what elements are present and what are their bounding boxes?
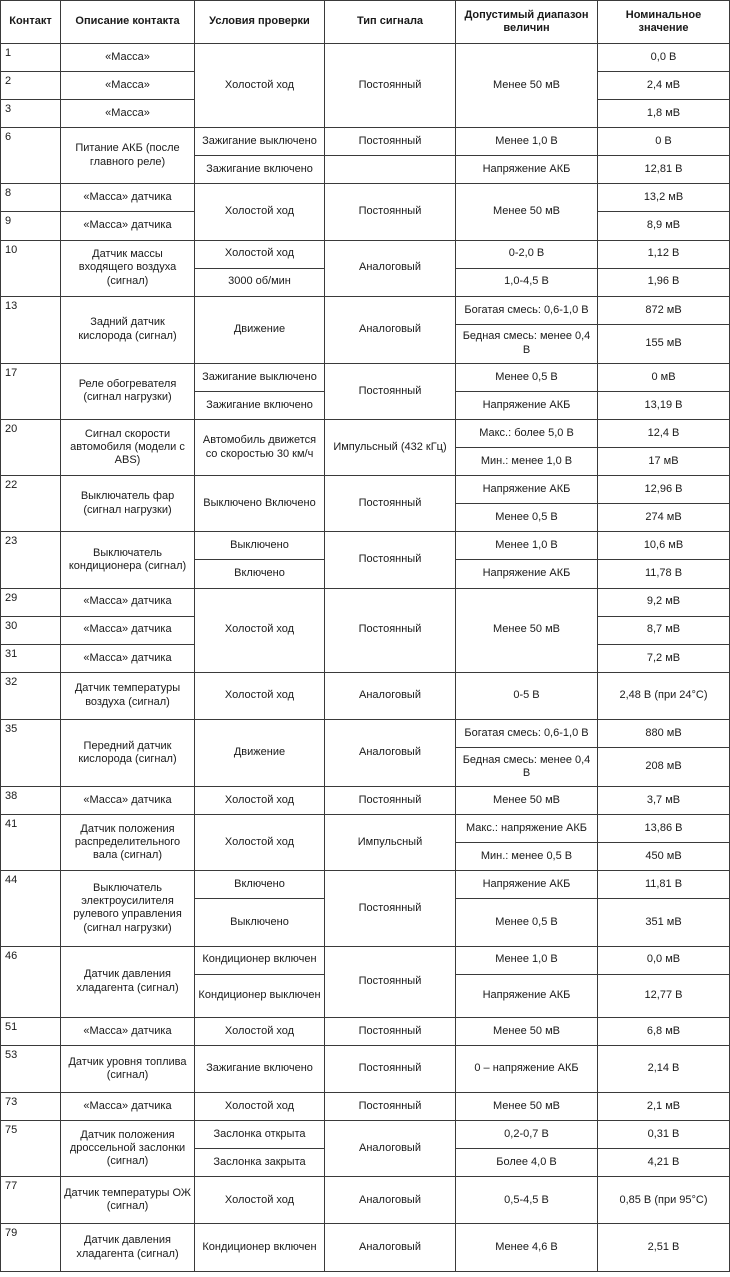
table-cell: Менее 0,5 В	[456, 363, 598, 391]
table-cell: Аналоговый	[325, 1224, 456, 1272]
table-cell: Холостой ход	[195, 184, 325, 240]
pin-description-cell: Датчик положения дроссельной заслонки (сигнал)	[61, 1121, 195, 1177]
table-cell: 12,96 В	[598, 476, 730, 504]
table-cell: Более 4,0 В	[456, 1149, 598, 1177]
table-cell: Аналоговый	[325, 1121, 456, 1177]
table-cell: Постоянный	[325, 946, 456, 1017]
table-cell: Движение	[195, 719, 325, 786]
table-cell: 13,86 В	[598, 815, 730, 843]
table-row	[1, 296, 730, 324]
table-cell: Постоянный	[325, 871, 456, 946]
table-cell: 274 мВ	[598, 504, 730, 532]
table-cell: Постоянный	[325, 787, 456, 815]
pin-number-cell: 2	[1, 72, 61, 100]
table-cell: Зажигание включено	[195, 156, 325, 184]
table-cell: 2,48 В (при 24°С)	[598, 672, 730, 719]
table-cell: Макс.: напряжение АКБ	[456, 815, 598, 843]
table-cell: 11,78 В	[598, 560, 730, 588]
table-row	[1, 44, 730, 72]
pin-description-cell: «Масса» датчика	[61, 212, 195, 240]
table-cell: 8,7 мВ	[598, 616, 730, 644]
table-cell: Движение	[195, 296, 325, 363]
table-cell: Холостой ход	[195, 1177, 325, 1224]
pin-description-cell: «Масса»	[61, 44, 195, 72]
table-cell: Напряжение АКБ	[456, 560, 598, 588]
pin-description-cell: «Масса» датчика	[61, 1017, 195, 1045]
table-row	[1, 871, 730, 899]
table-row	[1, 787, 730, 815]
table-cell: Менее 1,0 В	[456, 946, 598, 974]
table-cell: 2,51 В	[598, 1224, 730, 1272]
table-cell: Мин.: менее 0,5 В	[456, 843, 598, 871]
table-cell: Включено	[195, 871, 325, 899]
table-cell: 3,7 мВ	[598, 787, 730, 815]
pin-number-cell: 3	[1, 100, 61, 128]
table-row	[1, 420, 730, 448]
pin-number-cell: 29	[1, 588, 61, 616]
table-cell: 13,2 мВ	[598, 184, 730, 212]
pin-description-cell: «Масса» датчика	[61, 644, 195, 672]
table-row	[1, 1177, 730, 1224]
table-cell: Постоянный	[325, 532, 456, 588]
table-cell: Холостой ход	[195, 44, 325, 128]
table-cell: Холостой ход	[195, 240, 325, 268]
table-cell: Постоянный	[325, 363, 456, 419]
table-cell: Аналоговый	[325, 1177, 456, 1224]
column-header: Тип сигнала	[325, 1, 456, 44]
pin-number-cell: 38	[1, 787, 61, 815]
pin-number-cell: 9	[1, 212, 61, 240]
table-cell: Включено	[195, 560, 325, 588]
table-cell: 13,19 В	[598, 391, 730, 419]
table-cell: Аналоговый	[325, 240, 456, 296]
table-row	[1, 1121, 730, 1149]
pin-description-cell: Датчик положения распределительного вала (сигнал)	[61, 815, 195, 871]
table-cell: Бедная смесь: менее 0,4 В	[456, 747, 598, 786]
pin-description-cell: «Масса»	[61, 72, 195, 100]
pin-description-cell: «Масса» датчика	[61, 184, 195, 212]
table-row	[1, 476, 730, 504]
table-row	[1, 815, 730, 843]
pin-number-cell: 35	[1, 719, 61, 786]
table-cell: Холостой ход	[195, 815, 325, 871]
table-cell: 0 мВ	[598, 363, 730, 391]
table-row	[1, 240, 730, 268]
table-cell: 11,81 В	[598, 871, 730, 899]
table-header	[1, 1, 730, 44]
table-cell: Аналоговый	[325, 296, 456, 363]
table-cell: Постоянный	[325, 128, 456, 156]
table-cell: 1,8 мВ	[598, 100, 730, 128]
pin-description-cell: Датчик уровня топлива (сигнал)	[61, 1045, 195, 1092]
table-cell: 0-2,0 В	[456, 240, 598, 268]
table-cell: Выключено	[195, 899, 325, 946]
table-cell: 1,12 В	[598, 240, 730, 268]
table-cell: Макс.: более 5,0 В	[456, 420, 598, 448]
pin-description-cell: Датчик давления хладагента (сигнал)	[61, 946, 195, 1017]
pin-description-cell: Датчик температуры ОЖ (сигнал)	[61, 1177, 195, 1224]
pin-description-cell: Выключатель кондиционера (сигнал)	[61, 532, 195, 588]
pin-description-cell: Сигнал скорости автомобиля (модели с ABS)	[61, 420, 195, 476]
table-cell: Заслонка открыта	[195, 1121, 325, 1149]
pin-description-cell: Реле обогревателя (сигнал нагрузки)	[61, 363, 195, 419]
table-cell: Богатая смесь: 0,6-1,0 В	[456, 296, 598, 324]
table-cell: Холостой ход	[195, 1092, 325, 1120]
table-cell: Аналоговый	[325, 719, 456, 786]
pin-number-cell: 6	[1, 128, 61, 184]
table-cell: Менее 50 мВ	[456, 1017, 598, 1045]
pin-number-cell: 13	[1, 296, 61, 363]
table-row	[1, 719, 730, 747]
column-header: Номинальное значение	[598, 1, 730, 44]
table-cell: Постоянный	[325, 184, 456, 240]
pin-number-cell: 79	[1, 1224, 61, 1272]
pin-description-cell: Датчик массы входящего воздуха (сигнал)	[61, 240, 195, 296]
pin-description-cell: Датчик давления хладагента (сигнал)	[61, 1224, 195, 1272]
table-row	[1, 588, 730, 616]
column-header: Условия проверки	[195, 1, 325, 44]
pin-number-cell: 31	[1, 644, 61, 672]
table-cell: Напряжение АКБ	[456, 974, 598, 1017]
table-cell: Менее 50 мВ	[456, 1092, 598, 1120]
table-cell: 6,8 мВ	[598, 1017, 730, 1045]
pin-number-cell: 44	[1, 871, 61, 946]
table-cell: 0,0 мВ	[598, 946, 730, 974]
table-cell: 1,96 В	[598, 268, 730, 296]
table-cell: Богатая смесь: 0,6-1,0 В	[456, 719, 598, 747]
table-cell: Менее 1,0 В	[456, 532, 598, 560]
table-cell: Автомобиль движется со скоростью 30 км/ч	[195, 420, 325, 476]
table-cell: Постоянный	[325, 1045, 456, 1092]
table-cell: 880 мВ	[598, 719, 730, 747]
table-cell: 0,85 В (при 95°С)	[598, 1177, 730, 1224]
pin-description-cell: «Масса» датчика	[61, 1092, 195, 1120]
table-row	[1, 128, 730, 156]
table-cell: 17 мВ	[598, 448, 730, 476]
pin-number-cell: 30	[1, 616, 61, 644]
table-cell: 351 мВ	[598, 899, 730, 946]
pin-number-cell: 77	[1, 1177, 61, 1224]
table-cell: 872 мВ	[598, 296, 730, 324]
table-cell: 450 мВ	[598, 843, 730, 871]
table-row	[1, 1017, 730, 1045]
table-cell: Бедная смесь: менее 0,4 В	[456, 324, 598, 363]
table-cell: 1,0-4,5 В	[456, 268, 598, 296]
header-row	[1, 1, 730, 44]
table-cell: 12,77 В	[598, 974, 730, 1017]
table-row	[1, 946, 730, 974]
pin-description-cell: «Масса»	[61, 100, 195, 128]
pin-number-cell: 32	[1, 672, 61, 719]
table-cell: Выключено Включено	[195, 476, 325, 532]
pin-description-cell: Питание АКБ (после главного реле)	[61, 128, 195, 184]
table-cell: 12,4 В	[598, 420, 730, 448]
pin-description-cell: «Масса» датчика	[61, 616, 195, 644]
table-cell: 3000 об/мин	[195, 268, 325, 296]
pin-number-cell: 46	[1, 946, 61, 1017]
table-cell: Холостой ход	[195, 672, 325, 719]
table-cell: Менее 50 мВ	[456, 44, 598, 128]
pin-number-cell: 17	[1, 363, 61, 419]
table-cell: Менее 0,5 В	[456, 504, 598, 532]
table-row	[1, 1224, 730, 1272]
table-cell: Зажигание выключено	[195, 128, 325, 156]
table-cell: 2,14 В	[598, 1045, 730, 1092]
pin-number-cell: 20	[1, 420, 61, 476]
pin-number-cell: 1	[1, 44, 61, 72]
table-row	[1, 363, 730, 391]
table-row	[1, 184, 730, 212]
table-body	[1, 44, 730, 1272]
table-cell: Зажигание включено	[195, 391, 325, 419]
table-cell: 0,2-0,7 В	[456, 1121, 598, 1149]
pin-number-cell: 73	[1, 1092, 61, 1120]
table-cell: Кондиционер выключен	[195, 974, 325, 1017]
table-cell: Импульсный (432 кГц)	[325, 420, 456, 476]
table-cell: 0-5 В	[456, 672, 598, 719]
table-cell: Напряжение АКБ	[456, 156, 598, 184]
table-cell: Кондиционер включен	[195, 946, 325, 974]
column-header: Допустимый диапазон величин	[456, 1, 598, 44]
table-cell: Менее 1,0 В	[456, 128, 598, 156]
table-cell: 0,31 В	[598, 1121, 730, 1149]
table-cell: 0,0 В	[598, 44, 730, 72]
table-cell: Зажигание включено	[195, 1045, 325, 1092]
table-cell: Напряжение АКБ	[456, 476, 598, 504]
table-cell: Холостой ход	[195, 787, 325, 815]
table-cell: 155 мВ	[598, 324, 730, 363]
pin-number-cell: 23	[1, 532, 61, 588]
table-cell: Менее 50 мВ	[456, 787, 598, 815]
table-row	[1, 672, 730, 719]
table-cell: Выключено	[195, 532, 325, 560]
table-cell: 2,4 мВ	[598, 72, 730, 100]
table-cell: Кондиционер включен	[195, 1224, 325, 1272]
table-cell: Холостой ход	[195, 588, 325, 672]
pin-number-cell: 51	[1, 1017, 61, 1045]
table-row	[1, 1092, 730, 1120]
pin-number-cell: 10	[1, 240, 61, 296]
table-cell: 2,1 мВ	[598, 1092, 730, 1120]
column-header: Контакт	[1, 1, 61, 44]
table-cell: Менее 50 мВ	[456, 588, 598, 672]
table-cell: 12,81 В	[598, 156, 730, 184]
table-cell: 0 В	[598, 128, 730, 156]
table-cell: 10,6 мВ	[598, 532, 730, 560]
pin-number-cell: 8	[1, 184, 61, 212]
table-cell: Постоянный	[325, 1017, 456, 1045]
table-cell: Мин.: менее 1,0 В	[456, 448, 598, 476]
table-cell: 0 – напряжение АКБ	[456, 1045, 598, 1092]
table-cell: 4,21 В	[598, 1149, 730, 1177]
table-cell: Постоянный	[325, 476, 456, 532]
table-row	[1, 532, 730, 560]
table-cell: Постоянный	[325, 44, 456, 128]
column-header: Описание контакта	[61, 1, 195, 44]
pin-description-cell: Передний датчик кислорода (сигнал)	[61, 719, 195, 786]
pin-number-cell: 53	[1, 1045, 61, 1092]
table-cell: Менее 0,5 В	[456, 899, 598, 946]
table-cell: Напряжение АКБ	[456, 391, 598, 419]
pin-description-cell: Выключатель электроусилителя рулевого управления (сигнал нагрузки)	[61, 871, 195, 946]
table-cell: 9,2 мВ	[598, 588, 730, 616]
pin-number-cell: 75	[1, 1121, 61, 1177]
table-cell: 7,2 мВ	[598, 644, 730, 672]
table-cell: Напряжение АКБ	[456, 871, 598, 899]
table-cell: Заслонка закрыта	[195, 1149, 325, 1177]
table-cell	[325, 156, 456, 184]
table-cell: Менее 50 мВ	[456, 184, 598, 240]
table-cell: 8,9 мВ	[598, 212, 730, 240]
table-cell: Менее 4,6 В	[456, 1224, 598, 1272]
pin-number-cell: 22	[1, 476, 61, 532]
table-cell: Зажигание выключено	[195, 363, 325, 391]
pin-description-cell: Задний датчик кислорода (сигнал)	[61, 296, 195, 363]
table-cell: 208 мВ	[598, 747, 730, 786]
pin-number-cell: 41	[1, 815, 61, 871]
pin-description-cell: «Масса» датчика	[61, 787, 195, 815]
table-cell: Аналоговый	[325, 672, 456, 719]
table-cell: Постоянный	[325, 588, 456, 672]
table-cell: Постоянный	[325, 1092, 456, 1120]
pin-description-cell: Выключатель фар (сигнал нагрузки)	[61, 476, 195, 532]
table-cell: Холостой ход	[195, 1017, 325, 1045]
table-cell: Импульсный	[325, 815, 456, 871]
pin-description-cell: «Масса» датчика	[61, 588, 195, 616]
table-cell: 0,5-4,5 В	[456, 1177, 598, 1224]
pin-description-cell: Датчик температуры воздуха (сигнал)	[61, 672, 195, 719]
table-row	[1, 1045, 730, 1092]
